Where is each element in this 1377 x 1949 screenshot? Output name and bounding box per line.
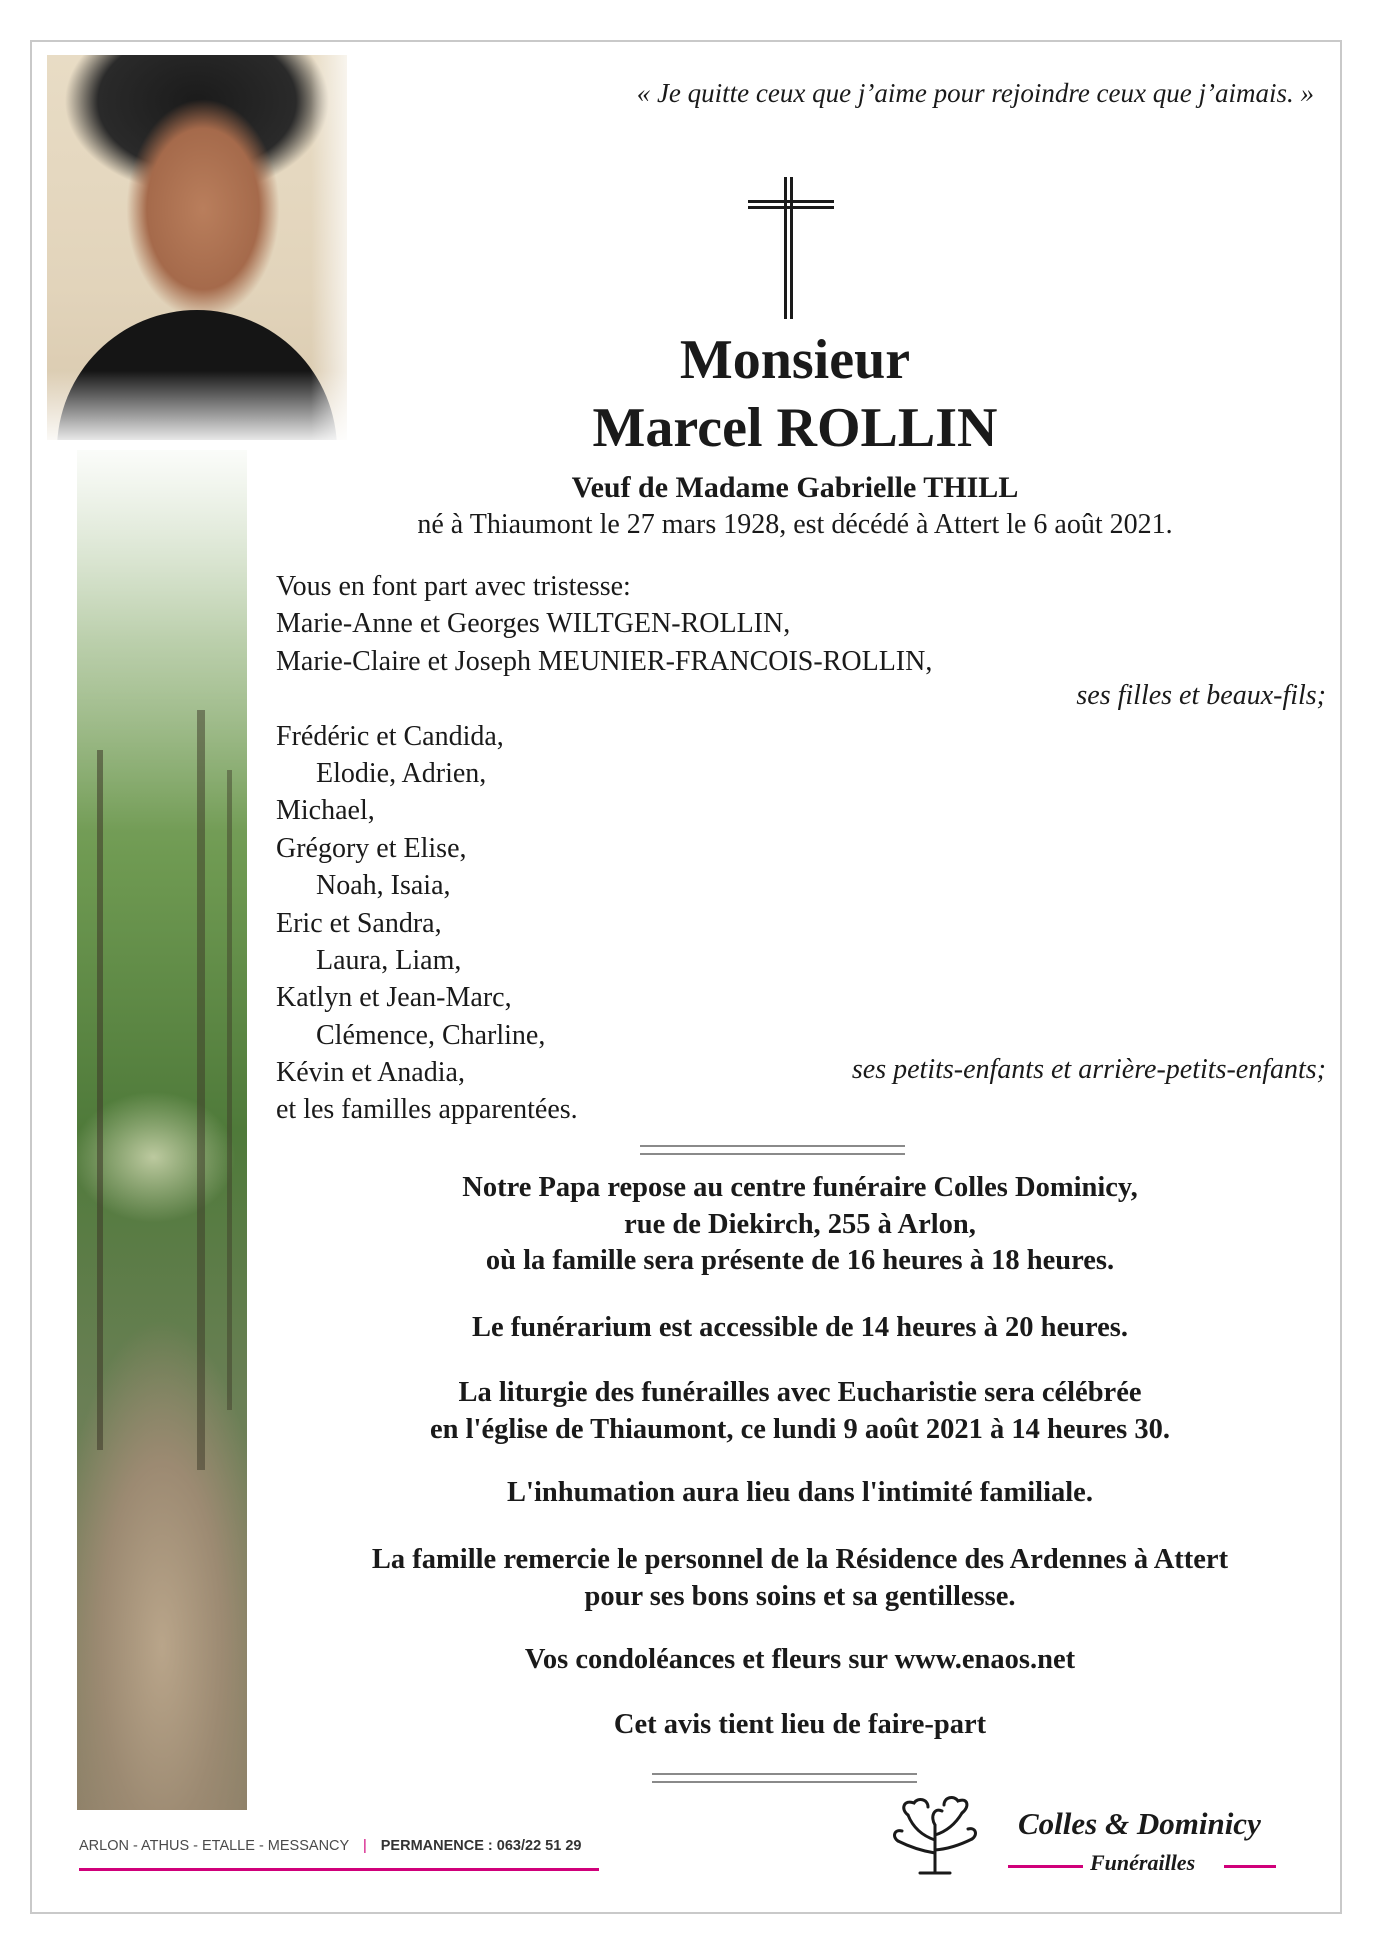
rest-line-3: où la famille sera présente de 16 heures à 18 heures. (485, 1245, 1115, 1276)
divider (640, 1145, 905, 1155)
daughters-role: ses filles et beaux-fils; (1076, 680, 1326, 711)
tree-icon (890, 1795, 980, 1875)
born-died: né à Thiaumont le 27 mars 1928, est décédé à Attert le 6 août 2021. (417, 509, 1173, 540)
liturgy-line-2: en l'église de Thiaumont, ce lundi 9 août 2021 à 14 heures 30. (429, 1413, 1170, 1445)
grandchildren-role: ses petits-enfants et arrière-petits-enfants; (851, 1054, 1326, 1085)
grandchild-7: Katlyn et Jean-Marc, (276, 982, 512, 1014)
condolences: Vos condoléances et fleurs sur www.enaos.net (524, 1644, 1076, 1675)
permanence-label: PERMANENCE : (380, 1838, 493, 1854)
footer-locations: ARLON - ATHUS - ETALLE - MESSANCY (79, 1838, 349, 1854)
widow-of: Veuf de Madame Gabrielle THILL (571, 471, 1019, 504)
logo-name: Colles & Dominicy (1018, 1806, 1261, 1841)
daughter-1: Marie-Anne et Georges WILTGEN-ROLLIN, (276, 608, 791, 640)
liturgy-line-1: La liturgie des funérailles avec Eucharistie sera célébrée (458, 1377, 1142, 1408)
burial-notice: L'inhumation aura lieu dans l'intimité familiale. (507, 1477, 1093, 1508)
title-honorific: Monsieur (679, 329, 911, 391)
logo-accent-right (1224, 1865, 1276, 1868)
family-list (276, 568, 932, 1129)
grandchild-6: Laura, Liam, (316, 944, 462, 976)
grandchild-1: Elodie, Adrien, (316, 757, 487, 789)
funeral-home-logo (890, 1790, 1290, 1890)
grandchild-9: Kévin et Anadia, (276, 1057, 465, 1089)
grandchild-5: Eric et Sandra, (276, 907, 442, 939)
logo-accent-left (1008, 1865, 1083, 1868)
cross-icon (748, 177, 834, 319)
rest-line-1: Notre Papa repose au centre funéraire Colles Dominicy, (462, 1172, 1138, 1203)
family-intro: Vous en font part avec tristesse: (276, 571, 631, 602)
grandchild-0: Frédéric et Candida, (276, 720, 504, 752)
deceased-name: Marcel ROLLIN (592, 397, 998, 459)
thanks-line-1: La famille remercie le personnel de la Résidence des Ardennes à Attert (371, 1544, 1229, 1575)
divider (652, 1773, 917, 1783)
thanks-notice (280, 1542, 1320, 1615)
daughter-2: Marie-Claire et Joseph MEUNIER-FRANCOIS-ROLLIN, (276, 645, 933, 677)
liturgy-notice (280, 1375, 1320, 1448)
grandchild-3: Grégory et Elise, (276, 832, 467, 864)
grandchild-2: Michael, (276, 795, 375, 827)
logo-subtitle: Funérailles (1090, 1850, 1196, 1875)
thanks-line-2: pour ses bons soins et sa gentillesse. (584, 1580, 1016, 1612)
funerarium-hours: Le funérarium est accessible de 14 heures à 20 heures. (472, 1312, 1128, 1343)
forest-path-image (77, 450, 247, 1810)
faire-part-notice: Cet avis tient lieu de faire-part (613, 1709, 987, 1740)
footer-contact (79, 1838, 581, 1854)
rest-notice (280, 1170, 1320, 1280)
grandchild-8: Clémence, Charline, (316, 1019, 546, 1051)
footer-accent-line (79, 1868, 599, 1871)
rest-line-2: rue de Diekirch, 255 à Arlon, (624, 1208, 976, 1240)
footer-separator: | (362, 1838, 367, 1854)
quote: « Je quitte ceux que j’aime pour rejoindre ceux que j’aimais. » (636, 78, 1314, 108)
grandchild-4: Noah, Isaia, (316, 870, 451, 902)
relatives: et les familles apparentées. (276, 1094, 578, 1126)
permanence-phone: 063/22 51 29 (496, 1838, 582, 1854)
